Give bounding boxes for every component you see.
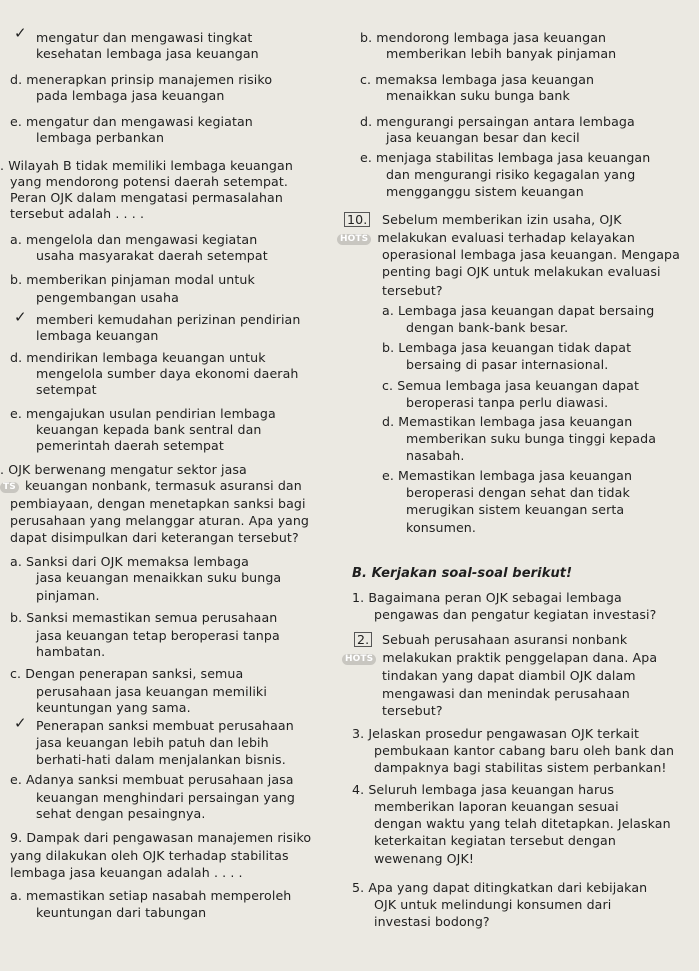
essay-3-line2: pembukaan kantor cabang baru oleh bank dan xyxy=(374,743,675,758)
q9-option-d-1: Penerapan sanksi membuat perusahaan xyxy=(36,718,294,733)
r-q10-option-e-1: e. Memastikan lembaga jasa keuangan xyxy=(382,468,633,483)
r-q10-stem-1: Sebelum memberikan izin usaha, OJK xyxy=(382,212,622,227)
r-q10-option-a-1: a. Lembaga jasa keuangan dapat bersaing xyxy=(382,303,655,318)
essay-3-line1: 3. Jelaskan prosedur pengawasan OJK terkait xyxy=(352,726,640,741)
option-e-line2: lembaga perbankan xyxy=(36,130,165,145)
r-q10-option-e-2: beroperasi dengan sehat dan tidak xyxy=(406,485,630,500)
ts-badge: TS xyxy=(0,482,19,493)
r-q10-option-c-2: beroperasi tanpa perlu diawasi. xyxy=(406,395,609,410)
q9-option-c-3: keuntungan yang sama. xyxy=(36,700,191,715)
q10-number-box xyxy=(344,212,370,228)
q8-option-e-2: keuangan kepada bank sentral dan xyxy=(36,422,262,437)
question-number: 10. xyxy=(344,212,370,227)
r-q10-option-e-3: merugikan sistem keuangan serta xyxy=(406,502,625,517)
q8-stem-3: Peran OJK dalam mengatasi permasalahan xyxy=(10,190,283,205)
q9-option-d-2: jasa keuangan lebih patuh dan lebih xyxy=(36,735,269,750)
option-e-line1: e. mengatur dan mengawasi kegiatan xyxy=(10,114,253,129)
q8-option-b-1: b. memberikan pinjaman modal untuk xyxy=(10,272,255,287)
r-q10-stem-2: melakukan evaluasi terhadap kelayakan xyxy=(377,230,635,245)
r-option-b-1: b. mendorong lembaga jasa keuangan xyxy=(360,30,607,45)
q8-option-e-3: pemerintah daerah setempat xyxy=(36,438,224,453)
r-option-e-3: mengganggu sistem keuangan xyxy=(386,184,584,199)
section-b-heading: B. Kerjakan soal-soal berikut! xyxy=(352,566,573,581)
essay-4-line2: memberikan laporan keuangan sesuai xyxy=(374,799,619,814)
r-q10-stem-3: operasional lembaga jasa keuangan. Mengapa xyxy=(382,247,680,262)
essay-5-line1: 5. Apa yang dapat ditingkatkan dari kebijakan xyxy=(352,880,648,895)
essay-2-number xyxy=(354,632,372,648)
q9-option-e-2: keuangan menghindari persaingan yang xyxy=(36,790,295,805)
q8-stem-4: tersebut adalah . . . . xyxy=(10,206,145,221)
q8-option-d-1: d. mendirikan lembaga keuangan untuk xyxy=(10,350,266,365)
essay-2-line5: tersebut? xyxy=(382,703,443,718)
essay-5-line3: investasi bodong? xyxy=(374,914,490,929)
essay-4-line3: dengan waktu yang telah ditetapkan. Jelaskan xyxy=(374,816,671,831)
essay-4-line5: wewenang OJK! xyxy=(374,851,475,866)
essay-2-line4: mengawasi dan menindak perusahaan xyxy=(382,686,630,701)
option-d-line2: pada lembaga jasa keuangan xyxy=(36,88,225,103)
r-q10-option-d-3: nasabah. xyxy=(406,448,465,463)
r-option-d-1: d. mengurangi persaingan antara lembaga xyxy=(360,114,635,129)
essay-4-line4: keterkaitan kegiatan tersebut dengan xyxy=(374,833,616,848)
essay-2-line3: tindakan yang dapat diambil OJK dalam xyxy=(382,668,636,683)
r-q10-stem-2-row xyxy=(337,230,635,246)
q8-option-c-2: lembaga keuangan xyxy=(36,328,159,343)
essay-2-line1: Sebuah perusahaan asuransi nonbank xyxy=(382,632,628,647)
r-q10-stem-5: tersebut? xyxy=(382,283,443,298)
r-option-e-2: dan mengurangi risiko kegagalan yang xyxy=(386,167,636,182)
q8-option-e-1: e. mengajukan usulan pendirian lembaga xyxy=(10,406,276,421)
essay-5-line2: OJK untuk melindungi konsumen dari xyxy=(374,897,612,912)
q9-option-e-3: sehat dengan pesaingnya. xyxy=(36,806,206,821)
q9-option-b-1: b. Sanksi memastikan semua perusahaan xyxy=(10,610,278,625)
r-option-e-1: e. menjaga stabilitas lembaga jasa keuangan xyxy=(360,150,651,165)
essay-2-line2: melakukan praktik penggelapan dana. Apa xyxy=(382,650,658,665)
q9-stem-1: . OJK berwenang mengatur sektor jasa xyxy=(0,462,247,477)
q8-option-c-1: memberi kemudahan perizinan pendirian xyxy=(36,312,301,327)
q8-option-a-1: a. mengelola dan mengawasi kegiatan xyxy=(10,232,258,247)
q10-stem-3: lembaga jasa keuangan adalah . . . . xyxy=(10,865,243,880)
q9-option-b-3: hambatan. xyxy=(36,644,106,659)
check-mark-icon: ✓ xyxy=(14,24,27,42)
r-option-b-2: memberikan lebih banyak pinjaman xyxy=(386,46,617,61)
q9-stem-3: pembiayaan, dengan menetapkan sanksi bagi xyxy=(10,496,306,511)
r-q10-option-d-1: d. Memastikan lembaga jasa keuangan xyxy=(382,414,633,429)
q9-option-a-3: pinjaman. xyxy=(36,588,100,603)
q10-stem-2: yang dilakukan oleh OJK terhadap stabilitas xyxy=(10,848,289,863)
r-option-c-2: menaikkan suku bunga bank xyxy=(386,88,570,103)
q9-stem-2: keuangan nonbank, termasuk asuransi dan xyxy=(24,478,302,493)
r-option-d-2: jasa keuangan besar dan kecil xyxy=(386,130,580,145)
option-c-line1: mengatur dan mengawasi tingkat xyxy=(36,30,253,45)
r-q10-stem-4: penting bagi OJK untuk melakukan evaluasi xyxy=(382,264,661,279)
q9-option-c-2: perusahaan jasa keuangan memiliki xyxy=(36,684,267,699)
essay-1-line1: 1. Bagaimana peran OJK sebagai lembaga xyxy=(352,590,622,605)
hots-badge: HOTS xyxy=(337,234,371,245)
q9-option-a-2: jasa keuangan menaikkan suku bunga xyxy=(36,570,282,585)
q9-option-d-3: berhati-hati dalam menjalankan bisnis. xyxy=(36,752,286,767)
q10-option-a-2: keuntungan dari tabungan xyxy=(36,905,207,920)
q9-option-a-1: a. Sanksi dari OJK memaksa lembaga xyxy=(10,554,249,569)
r-option-c-1: c. memaksa lembaga jasa keuangan xyxy=(360,72,595,87)
essay-4-line1: 4. Seluruh lembaga jasa keuangan harus xyxy=(352,782,615,797)
r-q10-option-d-2: memberikan suku bunga tinggi kepada xyxy=(406,431,657,446)
q8-option-d-3: setempat xyxy=(36,382,97,397)
essay-3-line3: dampaknya bagi stabilitas sistem perbankan! xyxy=(374,760,667,775)
r-q10-option-a-2: dengan bank-bank besar. xyxy=(406,320,569,335)
q9-stem-5: dapat disimpulkan dari keterangan tersebut? xyxy=(10,530,299,545)
q9-stem-4: perusahaan yang melanggar aturan. Apa yang xyxy=(10,513,310,528)
check-mark-icon: ✓ xyxy=(14,308,27,326)
essay-2-line2-row xyxy=(342,650,657,666)
q8-option-d-2: mengelola sumber daya ekonomi daerah xyxy=(36,366,299,381)
hots-badge: HOTS xyxy=(342,654,376,665)
q8-stem-1: . Wilayah B tidak memiliki lembaga keuangan xyxy=(0,158,293,173)
option-d-line1: d. menerapkan prinsip manajemen risiko xyxy=(10,72,273,87)
r-q10-option-b-2: bersaing di pasar internasional. xyxy=(406,357,609,372)
q8-option-a-2: usaha masyarakat daerah setempat xyxy=(36,248,268,263)
essay-1-line2: pengawas dan pengatur kegiatan investasi? xyxy=(374,607,657,622)
q8-stem-2: yang mendorong potensi daerah setempat. xyxy=(10,174,289,189)
q8-option-b-2: pengembangan usaha xyxy=(36,290,179,305)
r-q10-option-c-1: c. Semua lembaga jasa keuangan dapat xyxy=(382,378,640,393)
r-q10-option-e-4: konsumen. xyxy=(406,520,476,535)
check-mark-icon: ✓ xyxy=(14,714,27,732)
r-q10-option-b-1: b. Lembaga jasa keuangan tidak dapat xyxy=(382,340,632,355)
q9-option-b-2: jasa keuangan tetap beroperasi tanpa xyxy=(36,628,280,643)
q10-stem-1: 9. Dampak dari pengawasan manajemen risiko xyxy=(10,830,312,845)
q9-stem-2-row xyxy=(0,478,302,494)
q10-option-a-1: a. memastikan setiap nasabah memperoleh xyxy=(10,888,292,903)
question-number: 2. xyxy=(354,632,372,647)
q9-option-c-1: c. Dengan penerapan sanksi, semua xyxy=(10,666,244,681)
q9-option-e-1: e. Adanya sanksi membuat perusahaan jasa xyxy=(10,772,294,787)
option-c-line2: kesehatan lembaga jasa keuangan xyxy=(36,46,259,61)
